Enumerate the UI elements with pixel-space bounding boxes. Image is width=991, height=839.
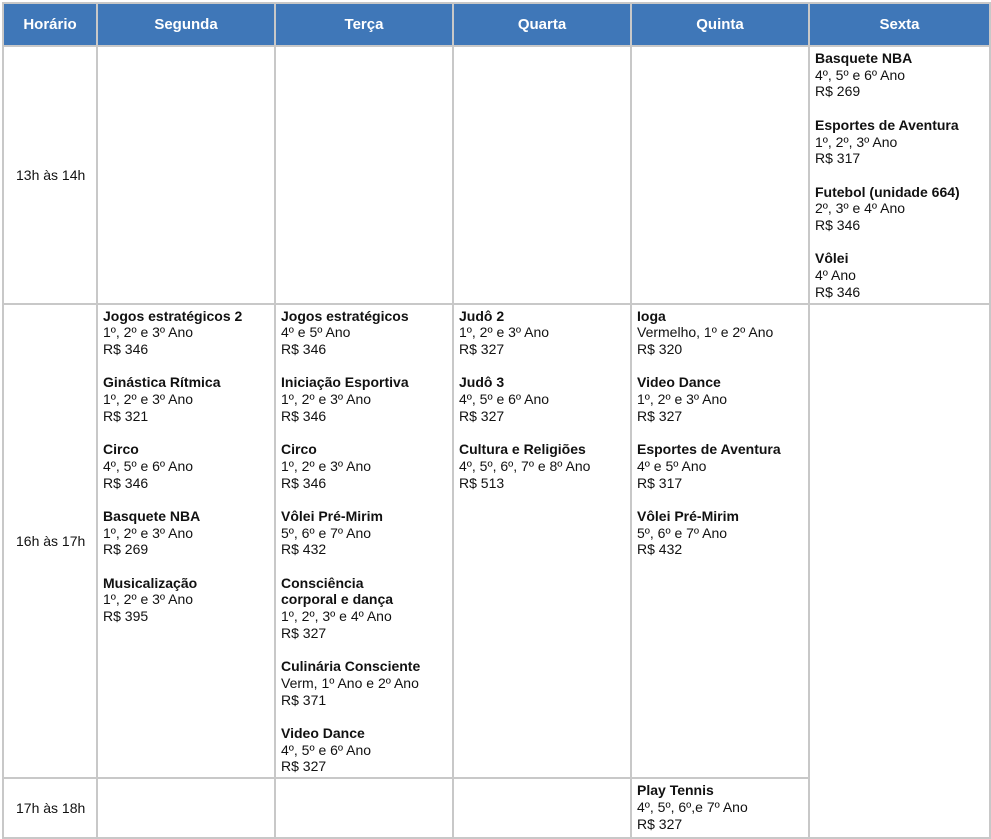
activities-cell (632, 305, 808, 778)
activity-price: R$ 327 (281, 758, 327, 775)
activity-name: Musicalização (103, 574, 198, 591)
activity-price: R$ 317 (637, 474, 683, 491)
table-row (4, 47, 989, 303)
activity-price: R$ 317 (815, 150, 861, 167)
activity-name: Esportes de Aventura (815, 116, 959, 133)
activity-price: R$ 346 (281, 340, 327, 357)
activity (815, 117, 984, 167)
activity-name: Futebol (unidade 664) (815, 183, 960, 200)
activity-price: R$ 327 (459, 407, 505, 424)
activity-grades: 1º, 2º e 3º Ano (459, 324, 550, 341)
activity (281, 658, 447, 708)
activity-price: R$ 327 (281, 624, 327, 641)
header-quinta: Quinta (632, 4, 808, 45)
activity-grades: 4º, 5º e 6º Ano (815, 66, 906, 83)
activity (281, 441, 447, 491)
activity-price: R$ 327 (637, 815, 683, 832)
activity-price: R$ 432 (281, 541, 327, 558)
header-terca: Terça (276, 4, 452, 45)
activity-name: Judô 2 (459, 307, 505, 324)
activity-grades: Verm, 1º Ano e 2º Ano (281, 674, 419, 691)
activity-grades: 1º, 2º e 3º Ano (103, 391, 194, 407)
empty-cell (810, 305, 989, 838)
activity-name: Circo (103, 441, 139, 458)
empty-cell (454, 47, 630, 303)
time-cell: 13h às 14h (4, 47, 96, 303)
activity-name: Judô 3 (459, 374, 505, 391)
activity (815, 50, 984, 100)
activity-grades: 4º, 5º e 6º Ano (459, 391, 550, 407)
activity-grades: 4º, 5º, 6º,e 7º Ano (637, 798, 748, 815)
activity (815, 184, 984, 234)
activity-grades: 4º, 5º e 6º Ano (103, 457, 194, 474)
activity-price: R$ 346 (103, 340, 149, 357)
activity-name: Ioga (637, 307, 666, 324)
activity (281, 508, 447, 558)
schedule-table (2, 2, 991, 839)
activity-price: R$ 321 (103, 407, 149, 424)
activity-name-line-1: Consciência (281, 574, 364, 591)
empty-cell (276, 47, 452, 303)
activity-name: Jogos estratégicos (281, 307, 409, 324)
activity (281, 575, 447, 642)
activity-price: R$ 346 (815, 283, 861, 300)
header-segunda: Segunda (98, 4, 274, 45)
activity (459, 441, 625, 491)
header-quarta: Quarta (454, 4, 630, 45)
activity (103, 508, 269, 558)
activity-price: R$ 432 (637, 541, 683, 558)
activity (103, 575, 269, 625)
activity-price: R$ 346 (281, 407, 327, 424)
activity-grades: Vermelho, 1º e 2º Ano (637, 324, 774, 341)
activity-name: Video Dance (637, 374, 721, 391)
activity (103, 374, 269, 424)
activity-name: Basquete NBA (103, 507, 201, 524)
empty-cell (632, 47, 808, 303)
activity-name: Jogos estratégicos 2 (103, 307, 243, 324)
activity-grades: 4º Ano (815, 267, 856, 284)
activity-grades: 1º, 2º, 3º Ano (815, 133, 898, 150)
activities-cell (454, 305, 630, 778)
activity-grades: 4º, 5º, 6º, 7º e 8º Ano (459, 457, 591, 474)
activity-grades: 1º, 2º e 3º Ano (637, 391, 728, 407)
activity-price: R$ 269 (815, 83, 861, 100)
activity-grades: 1º, 2º e 3º Ano (103, 524, 194, 541)
activity-name: Cultura e Religiões (459, 441, 586, 458)
time-cell: 16h às 17h (4, 305, 96, 778)
activities-cell (98, 305, 274, 778)
activity-price: R$ 327 (637, 407, 683, 424)
activity-price: R$ 346 (281, 474, 327, 491)
table-row (4, 305, 989, 778)
activity (637, 441, 803, 491)
activity-grades: 1º, 2º e 3º Ano (281, 457, 372, 474)
activity (281, 374, 447, 424)
activity (637, 508, 803, 558)
activity-price: R$ 327 (459, 340, 505, 357)
activity-price: R$ 320 (637, 340, 683, 357)
activity-price: R$ 269 (103, 541, 149, 558)
activity-grades: 5º, 6º e 7º Ano (281, 524, 372, 541)
activity-grades: 1º, 2º, 3º e 4º Ano (281, 608, 392, 625)
activity-name-line-2: corporal e dança (281, 591, 394, 608)
activity-name: Iniciação Esportiva (281, 374, 409, 391)
activity-name: Vôlei Pré-Mirim (637, 507, 739, 524)
activity-grades: 5º, 6º e 7º Ano (637, 524, 728, 541)
activity (281, 725, 447, 775)
activity (103, 441, 269, 491)
activity-name: Vôlei (815, 250, 849, 267)
activity (637, 308, 803, 358)
activity-name: Video Dance (281, 724, 365, 741)
activity (637, 782, 803, 832)
activity-name: Circo (281, 441, 317, 458)
activity-price: R$ 371 (281, 691, 327, 708)
empty-cell (276, 779, 452, 837)
time-cell: 17h às 18h (4, 779, 96, 837)
activity-price: R$ 346 (103, 474, 149, 491)
activities-cell (276, 305, 452, 778)
activities-cell (810, 47, 989, 303)
activity-grades: 2º, 3º e 4º Ano (815, 200, 906, 217)
activity-name: Basquete NBA (815, 50, 913, 66)
activities-cell (632, 779, 808, 837)
activity-grades: 1º, 2º e 3º Ano (103, 591, 194, 608)
activity-grades: 4º, 5º e 6º Ano (281, 741, 372, 758)
activity-grades: 1º, 2º e 3º Ano (103, 324, 194, 341)
activity-name: Culinária Consciente (281, 658, 421, 675)
activity-grades: 1º, 2º e 3º Ano (281, 391, 372, 407)
activity-price: R$ 513 (459, 474, 505, 491)
activity (815, 250, 984, 300)
activity-price: R$ 346 (815, 217, 861, 233)
activity (103, 308, 269, 358)
empty-cell (454, 779, 630, 837)
activity-grades: 4º e 5º Ano (281, 324, 351, 341)
header-row (4, 4, 989, 45)
activity-price: R$ 395 (103, 608, 149, 625)
empty-cell (98, 779, 274, 837)
activity-name: Vôlei Pré-Mirim (281, 507, 383, 524)
header-horario: Horário (4, 4, 96, 45)
empty-cell (98, 47, 274, 303)
activity-name: Esportes de Aventura (637, 441, 781, 458)
activity (637, 374, 803, 424)
activity (459, 374, 625, 424)
header-sexta: Sexta (810, 4, 989, 45)
activity-name: Play Tennis (637, 782, 714, 799)
activity (281, 308, 447, 358)
activity-name: Ginástica Rítmica (103, 374, 221, 391)
activity (459, 308, 625, 358)
activity-grades: 4º e 5º Ano (637, 457, 707, 474)
